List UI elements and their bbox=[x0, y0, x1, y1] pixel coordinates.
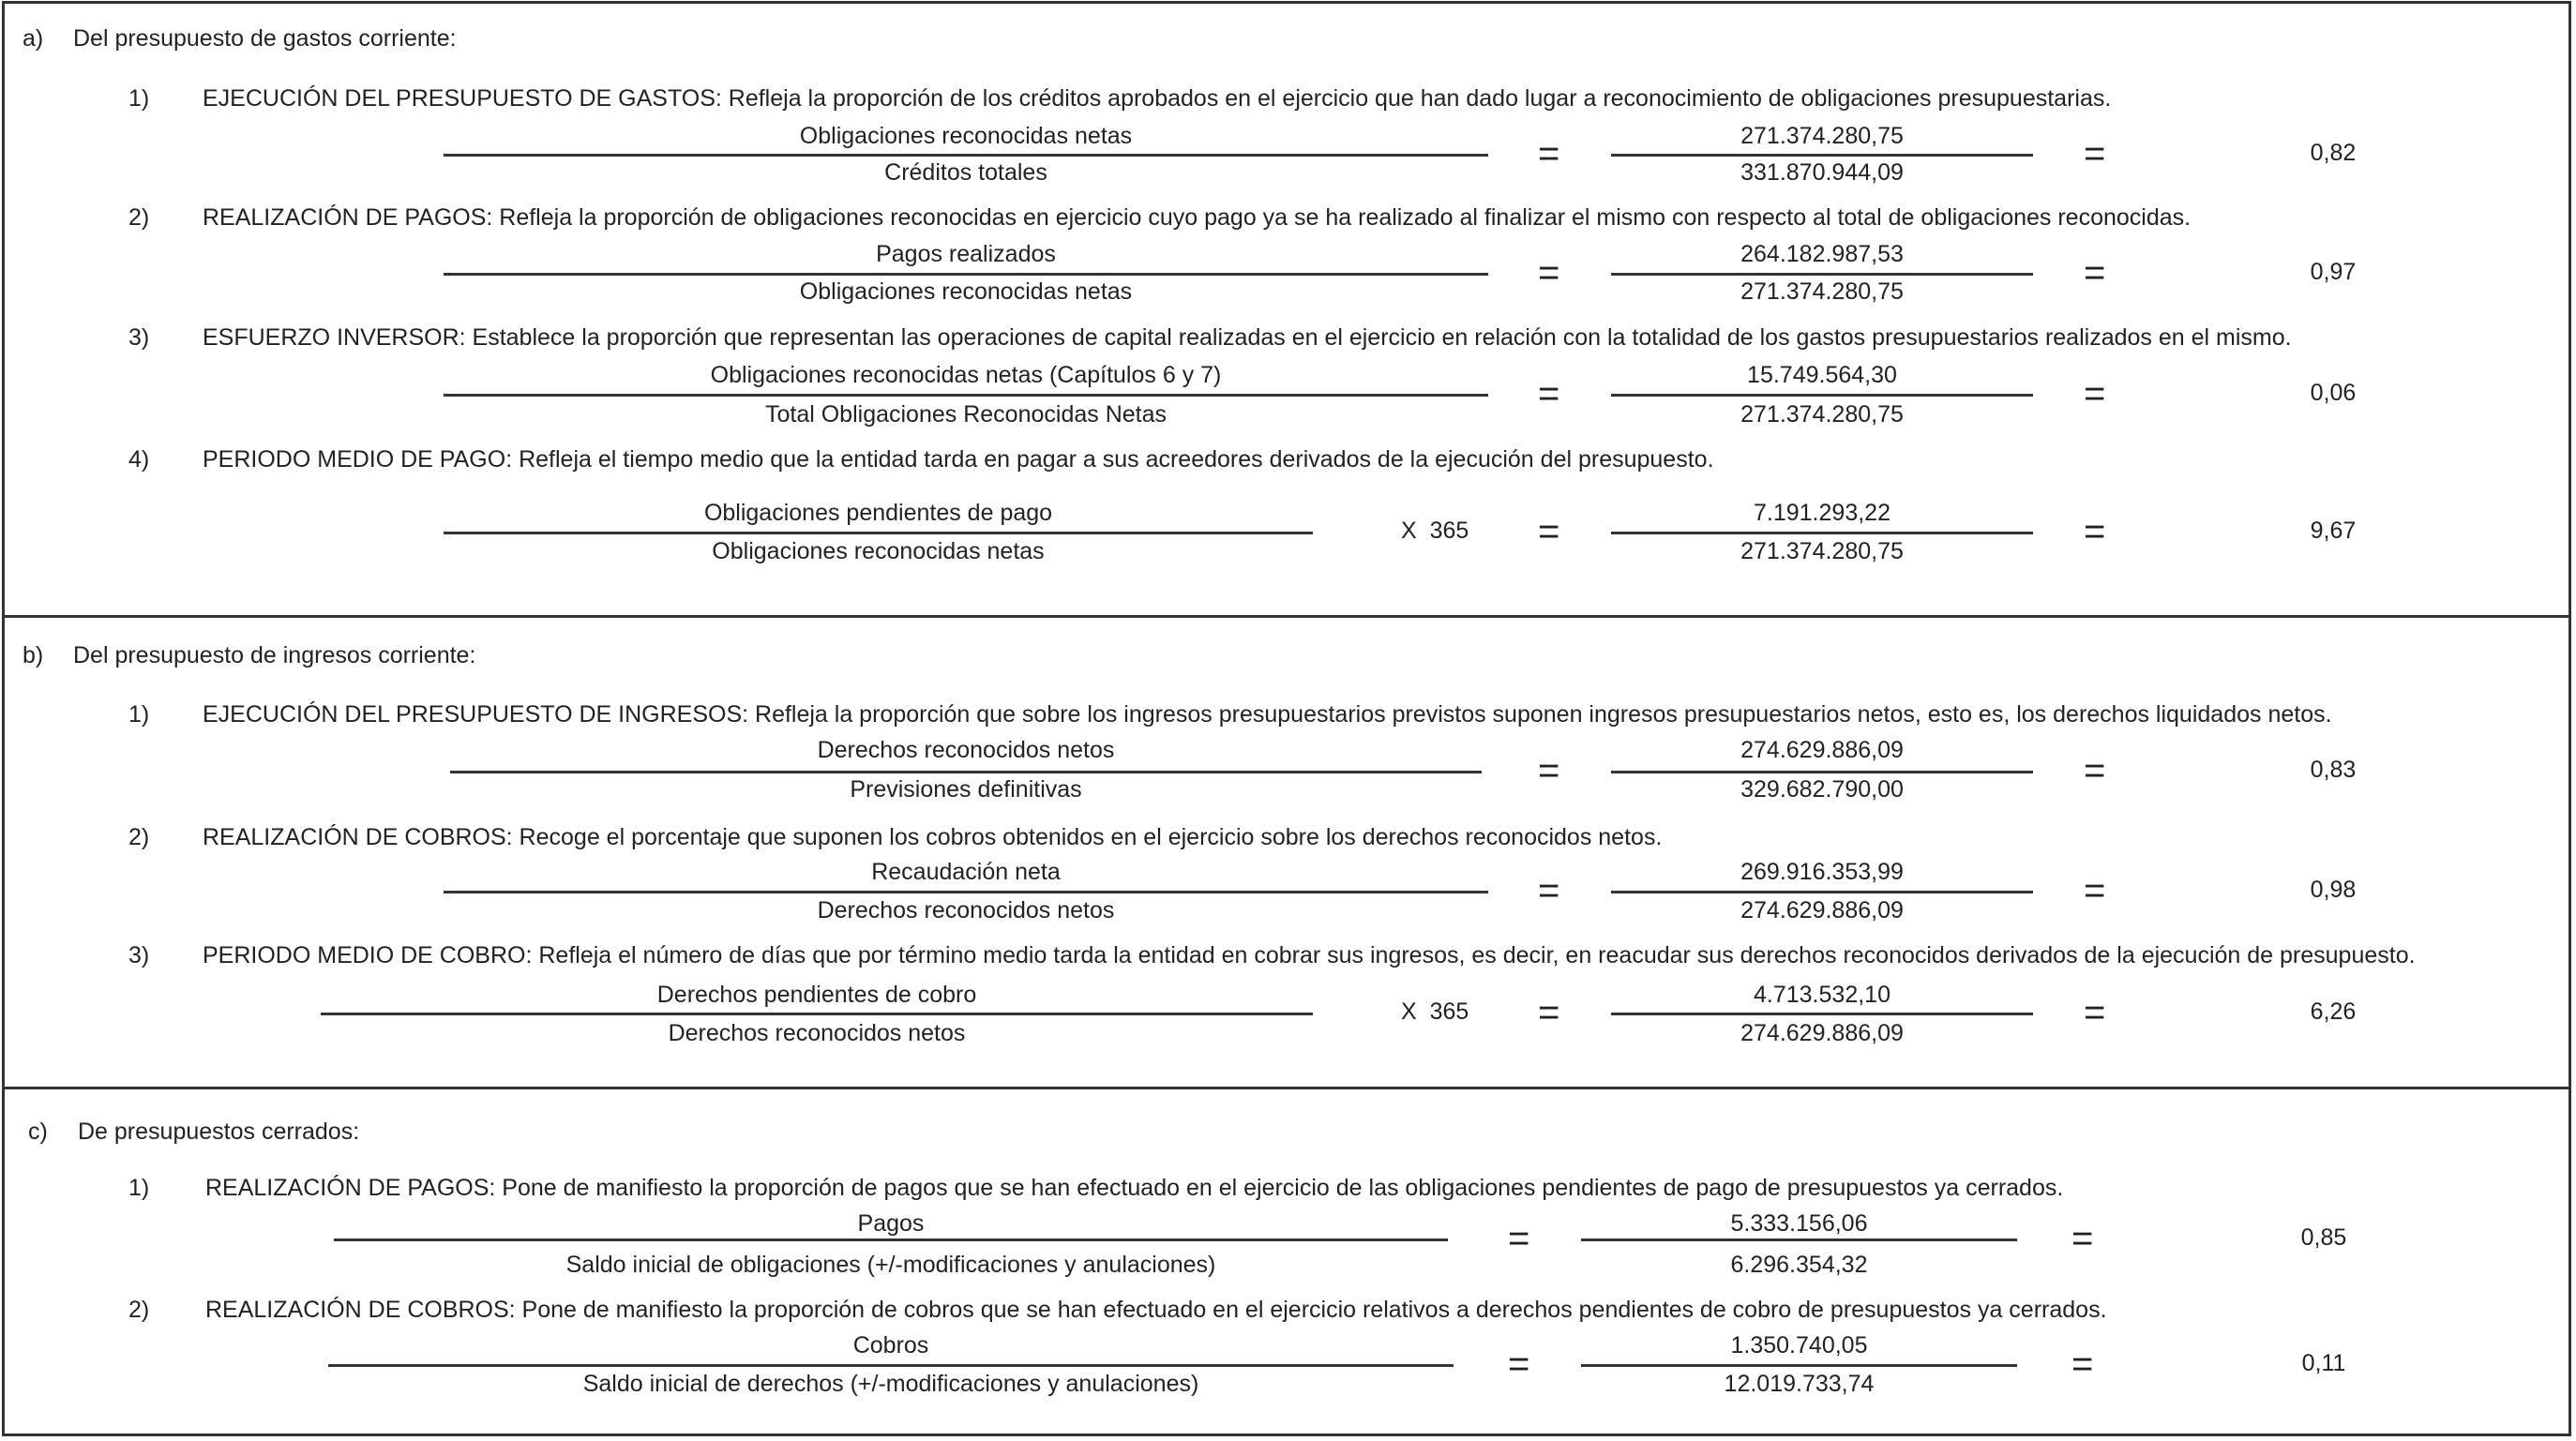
equals-sign: = bbox=[1508, 1218, 1530, 1259]
denominator-label: Créditos totales bbox=[884, 159, 1047, 186]
numerator-label: Recaudación neta bbox=[871, 859, 1061, 885]
denominator-value: 12.019.733,74 bbox=[1724, 1371, 1875, 1397]
numerator-value: 269.916.353,99 bbox=[1740, 859, 1904, 885]
section-letter: c) bbox=[28, 1118, 48, 1145]
indicator-description: REALIZACIÓN DE COBROS: Pone de manifiesto la proporción de cobros que se han efectuado en el ejercicio relativos a derechos pendientes de cobro de presupuestos ya cerrados. bbox=[205, 1297, 2107, 1323]
indicator-result: 0,83 bbox=[2310, 757, 2357, 783]
multiplier: X 365 bbox=[1401, 518, 1469, 544]
numerator-label: Obligaciones pendientes de pago bbox=[703, 500, 1053, 526]
numerator-label: Derechos reconocidos netos bbox=[817, 737, 1115, 763]
denominator-value: 329.682.790,00 bbox=[1740, 776, 1904, 803]
indicator-result: 6,26 bbox=[2310, 998, 2357, 1025]
fraction-bar bbox=[1611, 771, 2033, 773]
equals-sign: = bbox=[2071, 1218, 2094, 1259]
fraction-bar bbox=[1611, 394, 2033, 397]
numerator-value: 271.374.280,75 bbox=[1740, 123, 1904, 149]
denominator-label: Saldo inicial de obligaciones (+/-modificaciones y anulaciones) bbox=[565, 1252, 1216, 1278]
indicator-result: 9,67 bbox=[2310, 518, 2357, 544]
indicator-number: 2) bbox=[128, 824, 150, 850]
numerator-value: 15.749.564,30 bbox=[1747, 362, 1897, 388]
indicator-number: 4) bbox=[128, 446, 150, 473]
multiplier: X 365 bbox=[1401, 998, 1469, 1025]
section-divider bbox=[2, 615, 2571, 618]
numerator-label: Derechos pendientes de cobro bbox=[656, 982, 977, 1008]
section-divider bbox=[2, 1087, 2571, 1089]
denominator-value: 271.374.280,75 bbox=[1740, 401, 1904, 428]
equals-sign: = bbox=[1538, 511, 1560, 552]
fraction-bar bbox=[444, 273, 1488, 276]
fraction-bar bbox=[1581, 1238, 2017, 1241]
indicator-number: 1) bbox=[128, 1175, 150, 1201]
equals-sign: = bbox=[1538, 870, 1560, 911]
denominator-label: Obligaciones reconocidas netas bbox=[712, 538, 1045, 564]
indicator-description: ESFUERZO INVERSOR: Establece la proporción que representan las operaciones de capital realizadas en el ejercicio en relación con la totalidad de los gastos presupuestarios realizados en el mismo. bbox=[203, 324, 2292, 351]
equals-sign: = bbox=[1538, 373, 1560, 414]
equals-sign: = bbox=[2084, 511, 2106, 552]
equals-sign: = bbox=[2084, 373, 2106, 414]
section-letter: a) bbox=[23, 25, 44, 52]
numerator-label: Pagos realizados bbox=[876, 241, 1056, 267]
indicator-description: REALIZACIÓN DE PAGOS: Refleja la proporción de obligaciones reconocidas en ejercicio cuyo pago ya se ha realizado al finalizar el mismo con respecto al total de obligaciones reconocidas. bbox=[203, 204, 2192, 231]
denominator-value: 274.629.886,09 bbox=[1740, 1020, 1904, 1046]
section-title: De presupuestos cerrados: bbox=[78, 1118, 360, 1145]
equals-sign: = bbox=[1538, 992, 1560, 1033]
equals-sign: = bbox=[2071, 1343, 2094, 1385]
indicator-result: 0,06 bbox=[2310, 380, 2357, 406]
numerator-value: 1.350.740,05 bbox=[1730, 1332, 1868, 1358]
denominator-label: Derechos reconocidos netos bbox=[817, 897, 1115, 923]
numerator-value: 5.333.156,06 bbox=[1730, 1210, 1868, 1237]
indicator-number: 3) bbox=[128, 942, 150, 968]
numerator-value: 274.629.886,09 bbox=[1740, 737, 1904, 763]
fraction-bar bbox=[334, 1238, 1448, 1241]
section-title: Del presupuesto de ingresos corriente: bbox=[73, 642, 476, 668]
indicator-result: 0,11 bbox=[2301, 1350, 2346, 1376]
equals-sign: = bbox=[1508, 1343, 1530, 1385]
fraction-bar bbox=[444, 532, 1313, 534]
fraction-bar bbox=[1611, 1013, 2033, 1015]
section-title: Del presupuesto de gastos corriente: bbox=[73, 25, 457, 52]
denominator-label: Obligaciones reconocidas netas bbox=[799, 278, 1133, 305]
indicator-result: 0,97 bbox=[2310, 259, 2357, 285]
numerator-value: 4.713.532,10 bbox=[1754, 982, 1891, 1008]
equals-sign: = bbox=[2084, 750, 2106, 791]
indicator-number: 1) bbox=[128, 85, 150, 112]
numerator-label: Pagos bbox=[857, 1210, 925, 1237]
fraction-bar bbox=[444, 154, 1488, 157]
indicator-description: REALIZACIÓN DE PAGOS: Pone de manifiesto la proporción de pagos que se han efectuado en el ejercicio de las obligaciones pendientes de pago de presupuestos ya cerrados. bbox=[205, 1175, 2064, 1201]
numerator-value: 264.182.987,53 bbox=[1740, 241, 1904, 267]
equals-sign: = bbox=[2084, 133, 2106, 174]
indicator-result: 0,98 bbox=[2310, 877, 2357, 903]
indicator-result: 0,82 bbox=[2310, 140, 2357, 166]
denominator-value: 331.870.944,09 bbox=[1740, 159, 1904, 186]
fraction-bar bbox=[321, 1013, 1313, 1015]
indicator-description: REALIZACIÓN DE COBROS: Recoge el porcentaje que suponen los cobros obtenidos en el ejercicio sobre los derechos reconocidos netos. bbox=[203, 824, 1663, 850]
section-letter: b) bbox=[23, 642, 44, 668]
indicator-description: EJECUCIÓN DEL PRESUPUESTO DE INGRESOS: Refleja la proporción que sobre los ingresos presupuestarios previstos suponen ingresos presupuestarios netos, esto es, los derechos liquidados netos. bbox=[203, 701, 2332, 728]
equals-sign: = bbox=[2084, 252, 2106, 293]
fraction-bar bbox=[1611, 532, 2033, 534]
numerator-label: Cobros bbox=[852, 1332, 929, 1358]
fraction-bar bbox=[1611, 891, 2033, 893]
equals-sign: = bbox=[1538, 750, 1560, 791]
indicator-description: PERIODO MEDIO DE COBRO: Refleja el número de días que por término medio tarda la entidad en cobrar sus ingresos, es decir, en reacudar sus derechos reconocidos derivados de la ejecución de presupuesto. bbox=[203, 942, 2416, 968]
fraction-bar bbox=[1611, 154, 2033, 157]
numerator-value: 7.191.293,22 bbox=[1754, 500, 1891, 526]
denominator-value: 271.374.280,75 bbox=[1740, 538, 1904, 564]
numerator-label: Obligaciones reconocidas netas bbox=[799, 123, 1133, 149]
indicator-description: PERIODO MEDIO DE PAGO: Refleja el tiempo medio que la entidad tarda en pagar a sus acreedores derivados de la ejecución del presupuesto. bbox=[203, 446, 1714, 473]
fraction-bar bbox=[328, 1364, 1454, 1367]
fraction-bar bbox=[450, 771, 1482, 773]
fraction-bar bbox=[1581, 1364, 2017, 1367]
denominator-label: Total Obligaciones Reconocidas Netas bbox=[764, 401, 1167, 428]
indicator-number: 2) bbox=[128, 204, 150, 231]
indicator-number: 2) bbox=[128, 1297, 150, 1323]
denominator-value: 271.374.280,75 bbox=[1740, 278, 1904, 305]
equals-sign: = bbox=[1538, 133, 1560, 174]
indicator-number: 3) bbox=[128, 324, 150, 351]
indicator-description: EJECUCIÓN DEL PRESUPUESTO DE GASTOS: Refleja la proporción de los créditos aprobados en el ejercicio que han dado lugar a reconocimiento de obligaciones presupuestarias. bbox=[203, 85, 2112, 112]
denominator-label: Previsiones definitivas bbox=[850, 776, 1082, 803]
denominator-value: 6.296.354,32 bbox=[1730, 1252, 1868, 1278]
denominator-label: Saldo inicial de derechos (+/-modificaciones y anulaciones) bbox=[582, 1371, 1199, 1397]
indicator-result: 0,85 bbox=[2300, 1224, 2347, 1251]
fraction-bar bbox=[1611, 273, 2033, 276]
indicator-number: 1) bbox=[128, 701, 150, 728]
denominator-label: Derechos reconocidos netos bbox=[668, 1020, 966, 1046]
fraction-bar bbox=[444, 891, 1488, 893]
equals-sign: = bbox=[2084, 870, 2106, 911]
numerator-label: Obligaciones reconocidas netas (Capítulos 6 y 7) bbox=[710, 362, 1222, 388]
fraction-bar bbox=[444, 394, 1488, 397]
denominator-value: 274.629.886,09 bbox=[1740, 897, 1904, 923]
equals-sign: = bbox=[1538, 252, 1560, 293]
equals-sign: = bbox=[2084, 992, 2106, 1033]
